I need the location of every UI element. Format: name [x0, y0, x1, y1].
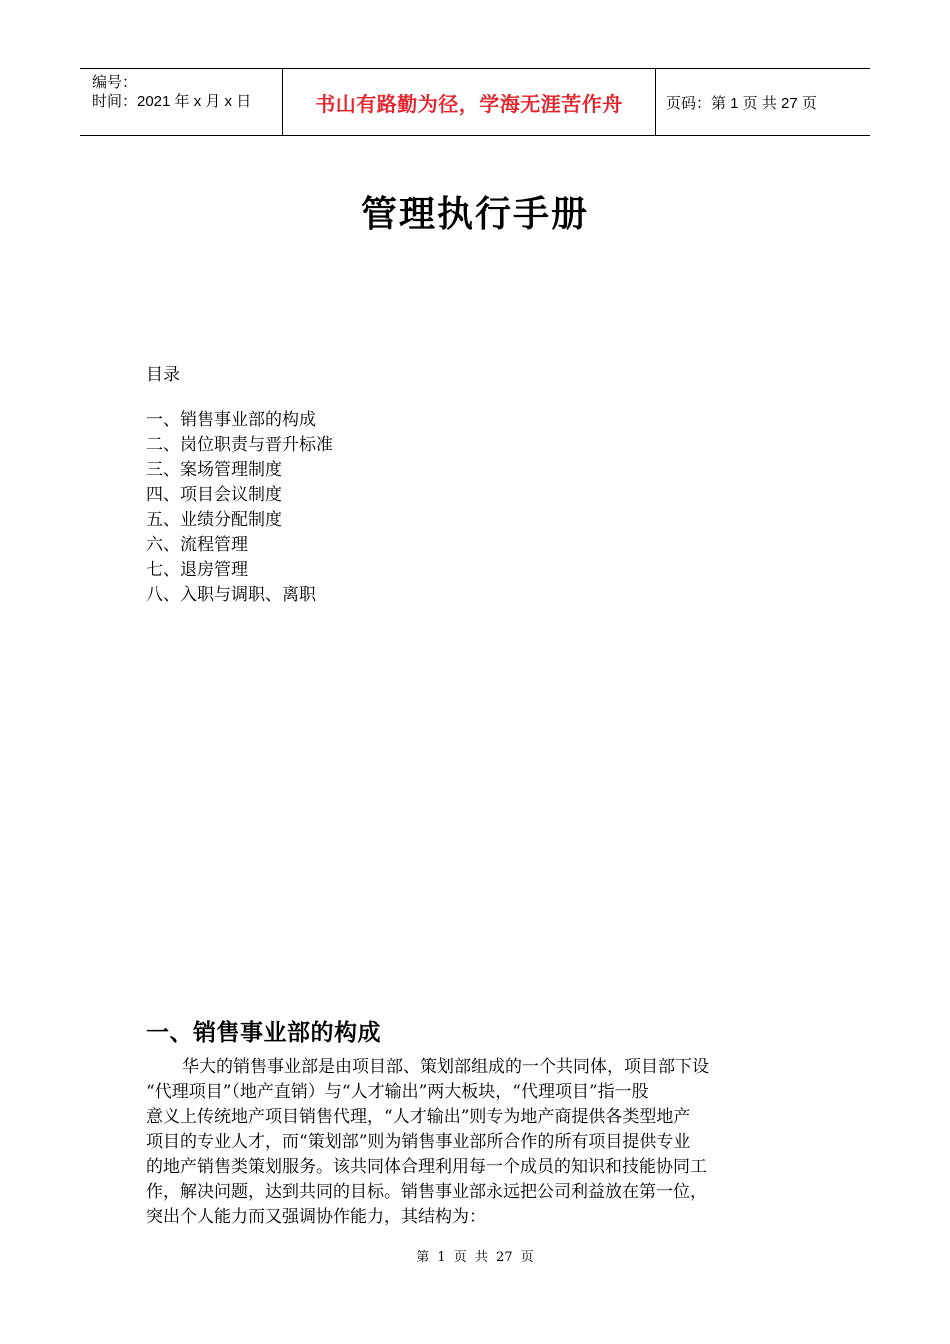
header-meta-cell	[80, 69, 282, 135]
paragraph-line: 意义上传统地产项目销售代理，“人才输出”则专为地产商提供各类型地产	[146, 1107, 691, 1127]
paragraph-line: 华大的销售事业部是由项目部、策划部组成的一个共同体，项目部下设	[182, 1057, 709, 1077]
toc-list	[146, 408, 333, 608]
header-motto: 书山有路勤为径，学海无涯苦作舟	[282, 69, 656, 135]
section-heading: 一、销售事业部的构成	[146, 1020, 381, 1046]
paragraph-line: 项目的专业人才，而“策划部”则为销售事业部所合作的所有项目提供专业	[146, 1132, 691, 1152]
header-date-label: 时间：2021 年 x 月 x 日	[92, 93, 252, 110]
paragraph-line: “代理项目”（地产直销）与“人才输出”两大板块，“代理项目”指一股	[146, 1082, 649, 1102]
toc-item[interactable]: 一、销售事业部的构成	[146, 410, 316, 430]
toc-item[interactable]: 五、业绩分配制度	[146, 510, 282, 530]
toc-item[interactable]: 六、流程管理	[146, 535, 248, 555]
header-table	[80, 68, 870, 136]
toc-heading: 目录	[146, 365, 180, 385]
toc-item[interactable]: 二、岗位职责与晋升标准	[146, 435, 333, 455]
document-title: 管理执行手册	[360, 194, 589, 235]
paragraph-line: 作，解决问题，达到共同的目标。销售事业部永远把公司利益放在第一位，	[146, 1182, 707, 1202]
toc-item[interactable]: 八、入职与调职、离职	[146, 585, 316, 605]
paragraph-line: 的地产销售类策划服务。该共同体合理利用每一个成员的知识和技能协同工	[146, 1157, 707, 1177]
header-number-label: 编号：	[92, 74, 138, 91]
page-footer: 第 1 页 共 27 页	[416, 1250, 534, 1265]
paragraph-line: 突出个人能力而又强调协作能力，其结构为：	[146, 1207, 486, 1227]
header-page-info: 页码：第 1 页 共 27 页	[666, 94, 817, 112]
toc-item[interactable]: 四、项目会议制度	[146, 485, 282, 505]
toc-item[interactable]: 三、案场管理制度	[146, 460, 282, 480]
body-paragraph	[146, 1055, 806, 1230]
toc-item[interactable]: 七、退房管理	[146, 560, 248, 580]
